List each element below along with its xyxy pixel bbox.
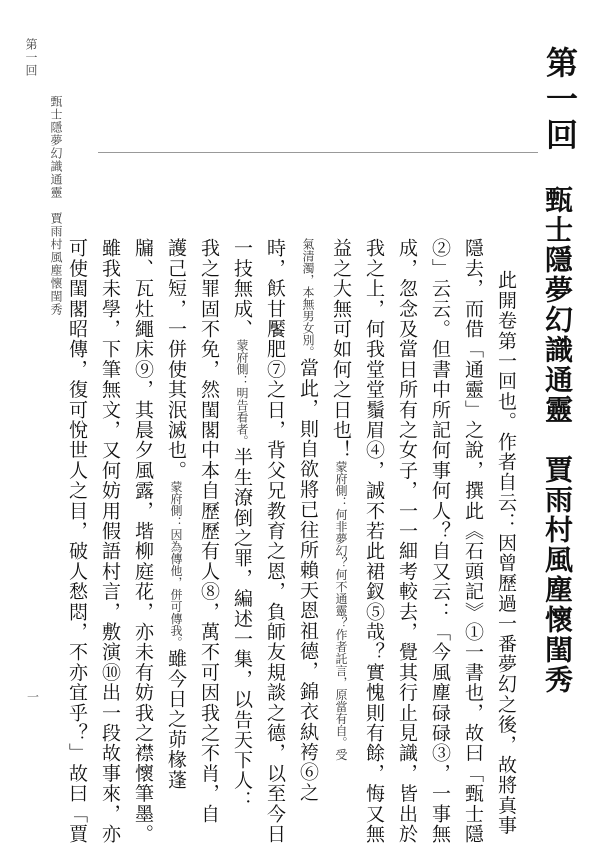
text-column: 一技無成、蒙府側：明告看者。半生潦倒之罪，編述一集，以告天下人： — [231, 238, 253, 811]
text-column: 我之上，何我堂堂鬚眉④，誠不若此裙釵⑤哉？實愧則有餘，悔又無 — [363, 238, 385, 844]
text-column: 成，忽念及當日所有之女子，一一細考較去，覺其行止見識，皆出於 — [396, 238, 418, 844]
text-column: 我之罪固不免，然閨閣中本自歷歷有人⑧，萬不可因我之不肖，自 — [198, 238, 220, 824]
text-column: 益之大無可如何之日也！蒙府側：何非夢幻？何不通靈？作者託言，原當有自。受 — [330, 238, 352, 761]
text-column: ②」云云。但書中所記何事何人？自又云：「今風塵碌碌③，一事無 — [429, 238, 451, 844]
text-column: 可使閨閣昭傳，復可悅世人之目，破人愁悶，不亦宜乎？」故曰「賈 — [66, 238, 88, 844]
text-column: 時，飫甘饜肥⑦之日，背父兄教育之恩，負師友規談之德，以至今日 — [264, 238, 286, 844]
heading-rule — [98, 152, 538, 153]
text-column: 隱去，而借「通靈」之說，撰此《石頭記》①一書也，故曰「甄士隱 — [462, 238, 484, 844]
commentary-note: 蒙府側：明告看者。 — [235, 339, 249, 447]
chapter-heading: 第一回 — [541, 46, 579, 154]
text-column: 護己短，一併使其泯滅也。蒙府側：因為傳他，併可傳我。雖今日之茆椽蓬 — [165, 238, 187, 790]
text-column: 氣清濁，本無男女別。當此，則自欲將已往所賴天恩祖德，錦衣紈袴⑥之 — [297, 238, 319, 803]
chapter-title: 甄士隱夢幻識通靈 賈雨村風塵懷閨秀 — [541, 185, 574, 695]
text-column: 雖我未學，下筆無文，又何妨用假語村言，敷演⑩出一段故事來，亦 — [99, 238, 121, 844]
commentary-note: 蒙府側：因為傳他，併可傳我。 — [169, 480, 183, 649]
text-column: 此開卷第一回也。作者自云：因曾歷過一番夢幻之後，故將真事 — [495, 270, 517, 836]
page-number: 一 — [27, 690, 40, 704]
running-header-title: 甄士隱夢幻識通靈 賈雨村風塵懷閨秀 — [49, 95, 63, 316]
text-column: 牖、瓦灶繩床⑨，其晨夕風露，堦柳庭花，亦未有妨我之襟懷筆墨。 — [132, 238, 154, 844]
commentary-note: 蒙府側：何非夢幻？何不通靈？作者託言，原當有自。受 — [334, 460, 348, 761]
commentary-note: 氣清濁，本無男女別。 — [301, 238, 315, 358]
running-header-chapter: 第一回 — [24, 38, 38, 77]
